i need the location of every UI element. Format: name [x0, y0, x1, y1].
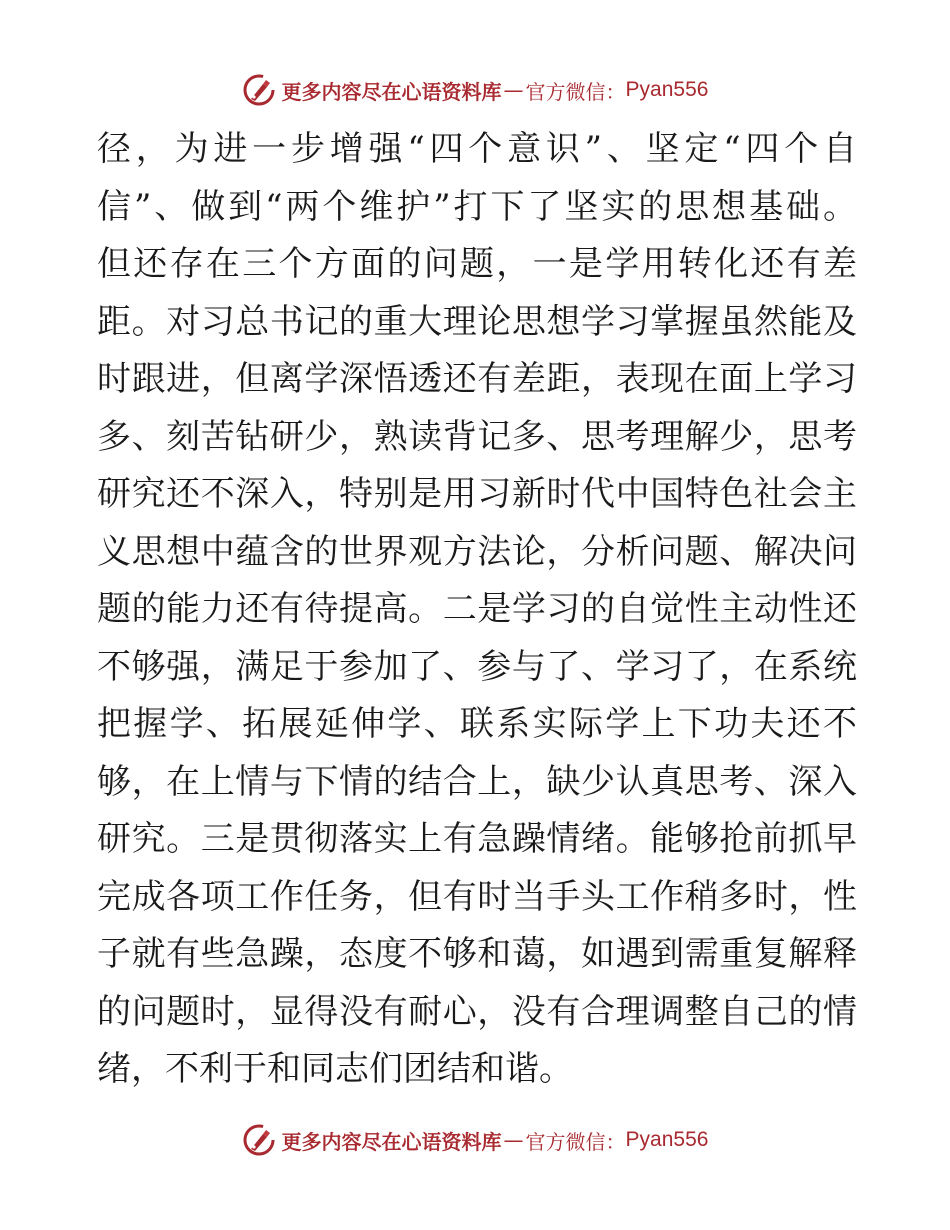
text-line: 研究还不深入，特别是用习新时代中国特色社会主: [97, 474, 857, 514]
text-line: 时跟进，但离学深悟透还有差距，表现在面上学习: [97, 359, 857, 399]
text-line-last: 绪，不利于和同志们团结和谐。: [97, 1049, 573, 1089]
text-line: 题的能力还有待提高。二是学习的自觉性主动性还: [97, 589, 857, 629]
text-line: 完成各项工作任务，但有时当手头工作稍多时，性: [97, 876, 857, 917]
pen-nib-circle-icon: [242, 1123, 276, 1157]
banner-wechat-label: 官方微信：: [525, 79, 626, 104]
footer-banner: [0, 1120, 950, 1160]
text-line: 但还存在三个方面的问题，一是学用转化还有差: [97, 244, 857, 284]
banner-title: 更多内容尽在心语资料库: [281, 79, 502, 104]
banner-wechat-id: Pyan556: [625, 1128, 709, 1151]
text-line: 研究。三是贯彻落实上有急躁情绪。能够抢前抓早: [97, 819, 857, 859]
text-line: 不够强，满足于参加了、参与了、学习了，在系统: [97, 646, 857, 687]
footer-banner-content: [242, 1123, 709, 1157]
banner-wechat-label: 官方微信：: [525, 1129, 626, 1154]
text-line: 把握学、拓展延伸学、联系实际学上下功夫还不: [97, 704, 857, 744]
banner-title: 更多内容尽在心语资料库: [281, 1129, 502, 1154]
banner-dash: —: [503, 78, 524, 102]
document-body: [97, 121, 857, 1099]
header-banner: [0, 70, 950, 110]
banner-dash: —: [503, 1128, 524, 1152]
banner-wechat-id: Pyan556: [625, 78, 709, 101]
text-line: 义思想中蕴含的世界观方法论，分析问题、解决问: [97, 531, 857, 572]
text-line: 距。对习总书记的重大理论思想学习掌握虽然能及: [97, 301, 857, 342]
header-banner-content: [242, 73, 709, 107]
text-line: 多、刻苦钻研少，熟读背记多、思考理解少，思考: [97, 416, 857, 457]
text-line: 子就有些急躁，态度不够和蔼，如遇到需重复解释: [97, 934, 857, 974]
text-line: 的问题时，显得没有耐心，没有合理调整自己的情: [97, 991, 857, 1032]
text-line: 够，在上情与下情的结合上，缺少认真思考、深入: [97, 761, 857, 802]
text-line: 径，为进一步增强“四个意识”、坚定“四个自: [97, 129, 857, 169]
pen-nib-circle-icon: [242, 73, 276, 107]
text-line: 信”、做到“两个维护”打下了坚实的思想基础。: [97, 186, 857, 227]
